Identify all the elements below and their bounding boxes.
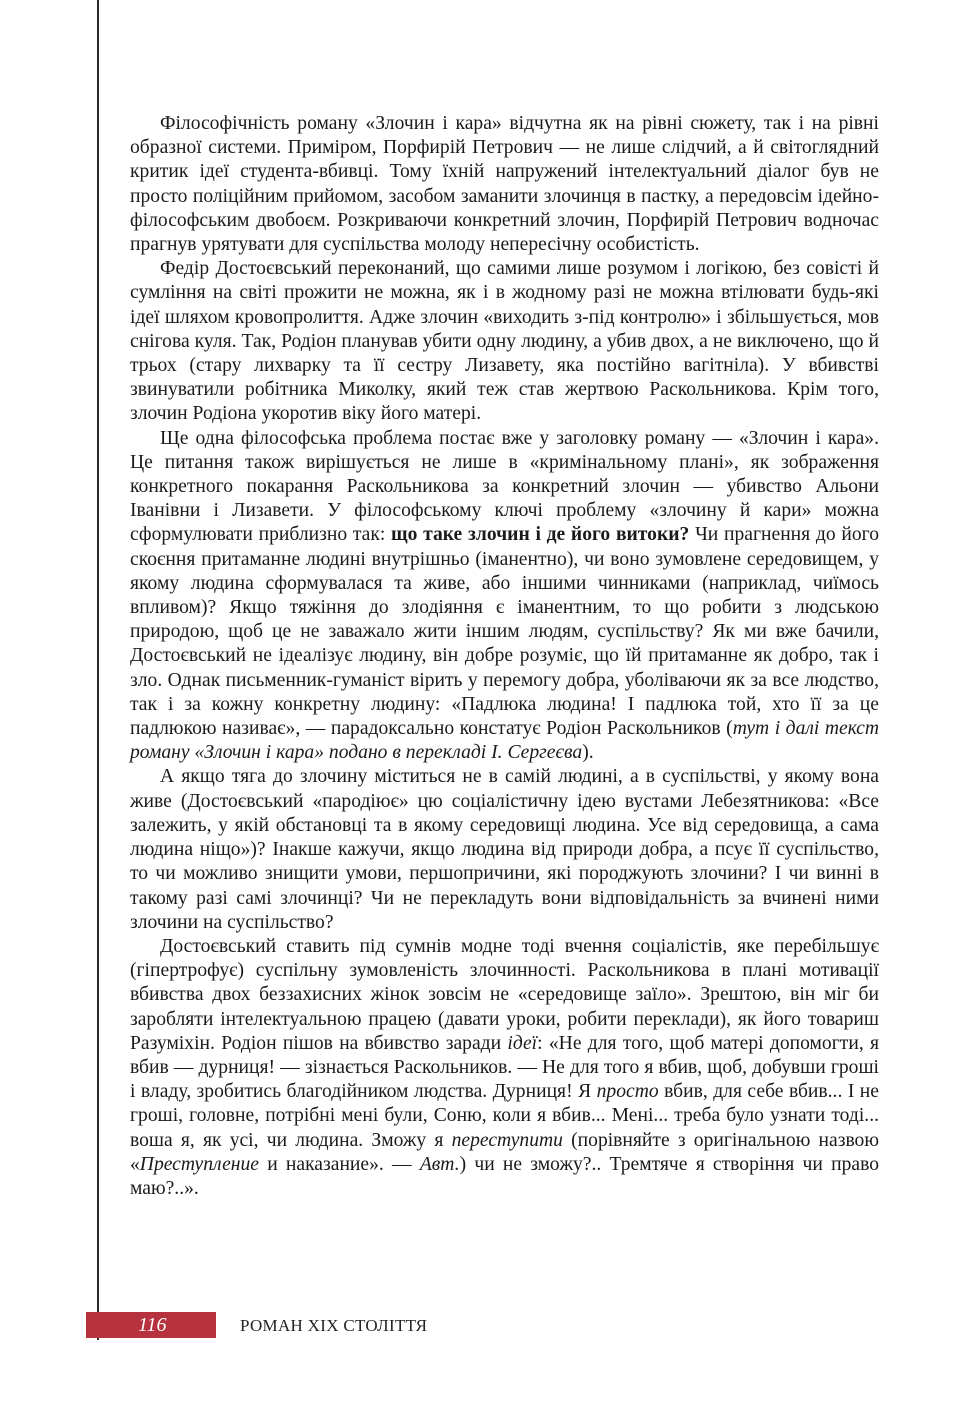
paragraph-4-text: А якщо тяга до злочину міститься не в самій людині, а в суспільстві, у якому вона живе (Достоєвський «пародіює» цю соціалістичну ідею вустами Лебезятникова: «Все залежить, у якій обстановці та в якому середовищі людина. Усе від середовища, а сама людина ніщо»)? Інакше кажучи, якщо людина від природи добра, а псує її суспільство, то чи можливо знищити умови, першопричини, які породжують злочини? І чи винні в такому разі самі злочинці? Чи не перекладуть вони відповідальність за вчинені ними злочини на суспільство? [130,766,879,933]
paragraph-5-text-i: и наказание». — [258,1153,420,1175]
paragraph-5 [130,935,879,1201]
paragraph-5-text-k: ) чи не зможу?.. Тремтяче я створіння чи право маю?..». [130,1153,879,1199]
paragraph-5-text-e: вбив, для себе вбив... І не гроші, головне, потрібні мені були, Соню, коли я вбив... Мені... треба було узнати тоді... воша я, як усі, чи людина. Зможу я [130,1081,879,1151]
paragraph-3 [130,427,879,766]
paragraph-4 [130,765,879,934]
paragraph-5-text-a: Достоєвський ставить під сумнів модне тоді вчення соціалістів, яке перебільшує (гіпертрофує) суспільну зумовленість злочинності. Раскольникова в плані мотивації вбивства двох беззахисних жінок зовсім не «середовище заїло». Зрештою, він міг би заробляти інтелектуальною працею (давати уроки, робити переклади), як його товариш Разуміхін. Родіон пішов на вбивство заради [130,935,879,1054]
page-number-bar [86,1312,216,1338]
paragraph-3-text-a: Ще одна філософська проблема постає вже у заголовку роману — «Злочин і кара». Це питання також вирішується не лише в «кримінальному плані», як зображення конкретного покарання Раскольникова за конкретний злочин — убивство Альони Іванівни і Лизавети. У філософському ключі проблему «злочину й кари» можна сформулювати приблизно так: [130,427,879,546]
paragraph-1 [130,112,879,257]
paragraph-5-italic-ideas: ідеї [507,1032,538,1054]
paragraph-5-italic-author: Авт. [419,1153,460,1175]
paragraph-3-bold-question: що таке злочин і де його витоки? [391,524,690,546]
article-body [130,112,879,1201]
paragraph-2-text: Федір Достоєвський переконаний, що самими лише розумом і логікою, без совісті й сумління на світі прожити не можна, як і в жодному разі не можна втілювати будь-які ідеї шляхом кровопролиття. Адже злочин «виходить з-під контролю» і збільшується, мов снігова куля. Так, Родіон планував убити одну людину, а убив двох, а не виключено, що й трьох (стару лихварку та її сестру Лизавету, яка постійно вагітніла). У вбивстві звинуватили робітника Миколку, який теж став жертвою Раскольникова. Крім того, злочин Родіона укоротив віку його матері. [130,258,879,425]
paragraph-5-italic-simply: просто [596,1081,659,1103]
paragraph-1-text: Філософічність роману «Злочин і кара» відчутна як на рівні сюжету, так і на рівні образної системи. Приміром, Порфирій Петрович — не лише слідчий, а й світоглядний критик ідеї студента-вбивці. Тому їхній напружений інтелектуальний діалог був не просто поліційним прийомом, засобом заманити злочинця в пастку, а передовсім ідейно-філософським двобоєм. Розкриваючи конкретний злочин, Порфирій Петрович водночас прагнув урятувати для суспільства молоду непересічну особистість. [130,113,879,256]
paragraph-3-text-c: Чи прагнення до його скоєння притаманне людині внутрішньо (іманентно), чи воно зумовлене середовищем, у якому людина сформувалася та живе, або іншими чинниками (наприклад, чиїмось впливом)? Якщо тяжіння до злодіяння є іманентним, то що робити з людською природою, щоб це не заважало жити іншим людям, суспільству? Як ми вже бачили, Достоєвський не ідеалізує людину, він добре розуміє, що їй притаманне як добро, так і зло. Однак письменник-гуманіст вірить у перемогу добра, уболіваючи як за все людство, так і за кожну конкретну людину: «Падлюка людина! І падлюка той, хто її за це падлюкою називає», — парадоксально констатує Родіон Раскольников ( [130,524,879,740]
paragraph-3-text-e: ). [582,742,594,764]
margin-rule [97,0,99,1340]
paragraph-5-text-g: (порівняйте з оригінальною назвою « [130,1129,879,1175]
paragraph-5-text-c: : «Не для того, щоб матері допомогти, я вбив — дурниця! — зізнається Раскольников. — Не для того я вбив, щоб, добувши гроші і владу, зробитись благодійником людства. Дурниця! Я [130,1032,880,1103]
paragraph-3-translation-note: тут і далі текст роману «Злочин і кара» подано в перекладі І. Сергеєва [130,718,879,764]
page-number: 116 [138,1314,167,1336]
paragraph-5-italic-transgress: переступити [451,1129,563,1151]
paragraph-2 [130,257,879,426]
paragraph-5-italic-original-title: Преступление [139,1153,259,1175]
running-title: РОМАН XIX СТОЛІТТЯ [240,1316,428,1335]
